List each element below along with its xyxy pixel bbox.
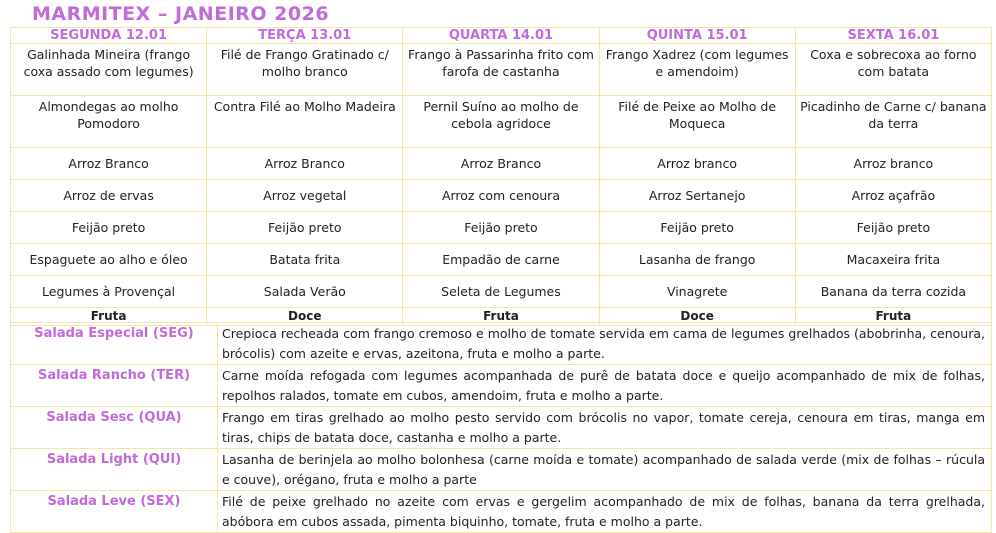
dessert-cell: Fruta [403,308,599,326]
menu-cell: Batata frita [207,244,403,276]
menu-cell: Coxa e sobrecoxa ao forno com batata [795,44,991,96]
salads-table [10,322,992,533]
page-title: MARMITEX – JANEIRO 2026 [32,3,330,25]
salad-row [11,491,992,533]
table-row [11,244,992,276]
menu-cell: Arroz açafrão [795,180,991,212]
table-row [11,148,992,180]
menu-cell: Contra Filé ao Molho Madeira [207,96,403,148]
menu-cell: Espaguete ao alho e óleo [11,244,207,276]
salad-name: Salada Sesc (QUA) [11,407,218,449]
menu-cell: Pernil Suíno ao molho de cebola agridoce [403,96,599,148]
salad-row [11,449,992,491]
menu-cell: Filé de Peixe ao Molho de Moqueca [599,96,795,148]
menu-cell: Seleta de Legumes [403,276,599,308]
menu-cell: Frango Xadrez (com legumes e amendoim) [599,44,795,96]
menu-cell: Filé de Frango Gratinado c/ molho branco [207,44,403,96]
weekly-menu-table [10,27,992,326]
dessert-cell: Doce [599,308,795,326]
day-header: SEGUNDA 12.01 [11,28,207,44]
day-header: SEXTA 16.01 [795,28,991,44]
menu-cell: Legumes à Provençal [11,276,207,308]
table-row [11,44,992,96]
menu-cell: Empadão de carne [403,244,599,276]
menu-cell: Feijão preto [599,212,795,244]
menu-cell: Macaxeira frita [795,244,991,276]
menu-cell: Arroz vegetal [207,180,403,212]
salad-description: Frango em tiras grelhado ao molho pesto servido com brócolis no vapor, tomate cereja, cenoura em tiras, manga em tiras, chips de batata doce, castanha e molho a parte. [218,407,992,449]
menu-cell: Feijão preto [403,212,599,244]
day-header: QUARTA 14.01 [403,28,599,44]
table-row [11,96,992,148]
salad-name: Salada Leve (SEX) [11,491,218,533]
menu-cell: Arroz com cenoura [403,180,599,212]
menu-cell: Feijão preto [207,212,403,244]
table-row [11,276,992,308]
dessert-cell: Fruta [795,308,991,326]
salad-name: Salada Rancho (TER) [11,365,218,407]
menu-cell: Feijão preto [11,212,207,244]
days-header-row [11,28,992,44]
menu-cell: Arroz branco [599,148,795,180]
salad-row [11,323,992,365]
menu-cell: Galinhada Mineira (frango coxa assado com legumes) [11,44,207,96]
salad-name: Salada Light (QUI) [11,449,218,491]
salad-description: Lasanha de berinjela ao molho bolonhesa (carne moída e tomate) acompanhado de salada verde (mix de folhas – rúcula e couve), orégano, fruta e molho a parte [218,449,992,491]
day-header: TERÇA 13.01 [207,28,403,44]
day-header: QUINTA 15.01 [599,28,795,44]
salad-row [11,407,992,449]
menu-cell: Lasanha de frango [599,244,795,276]
salad-description: Crepioca recheada com frango cremoso e molho de tomate servida em cama de legumes grelhados (abobrinha, cenoura, brócolis) com azeite e ervas, azeitona, fruta e molho a parte. [218,323,992,365]
menu-cell: Frango à Passarinha frito com farofa de castanha [403,44,599,96]
table-row [11,180,992,212]
menu-cell: Picadinho de Carne c/ banana da terra [795,96,991,148]
salad-description: Filé de peixe grelhado no azeite com ervas e gergelim acompanhado de mix de folhas, banana da terra grelhada, abóbora em cubos assada, pimenta biquinho, tomate, fruta e molho a parte. [218,491,992,533]
salad-name: Salada Especial (SEG) [11,323,218,365]
menu-cell: Arroz Branco [207,148,403,180]
dessert-cell: Fruta [11,308,207,326]
table-row [11,212,992,244]
salad-description: Carne moída refogada com legumes acompanhada de purê de batata doce e queijo acompanhado de mix de folhas, repolhos ralados, tomate em cubos, amendoim, fruta e molho a parte. [218,365,992,407]
menu-cell: Salada Verão [207,276,403,308]
menu-cell: Arroz Branco [11,148,207,180]
menu-cell: Vinagrete [599,276,795,308]
menu-cell: Arroz de ervas [11,180,207,212]
menu-cell: Almondegas ao molho Pomodoro [11,96,207,148]
salad-row [11,365,992,407]
menu-cell: Banana da terra cozida [795,276,991,308]
dessert-cell: Doce [207,308,403,326]
menu-cell: Arroz branco [795,148,991,180]
menu-cell: Arroz Branco [403,148,599,180]
menu-cell: Arroz Sertanejo [599,180,795,212]
menu-cell: Feijão preto [795,212,991,244]
